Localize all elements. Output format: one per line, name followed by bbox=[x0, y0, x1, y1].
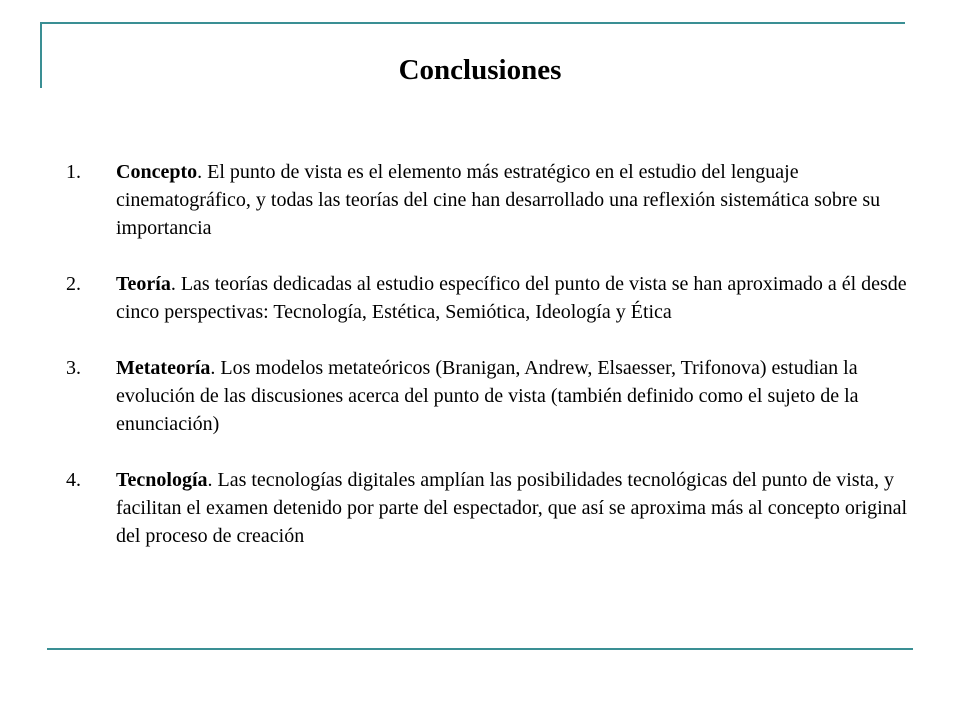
item-text: . Las teorías dedicadas al estudio específico del punto de vista se han aproximado a él desde cinco perspectivas: Tecnología, Estética, Semiótica, Ideología y Ética bbox=[116, 273, 907, 323]
slide-title: Conclusiones bbox=[398, 54, 562, 86]
item-term: Metateoría bbox=[116, 357, 211, 379]
item-term: Teoría bbox=[116, 273, 171, 295]
item-number: 4. bbox=[66, 469, 81, 491]
item-text: . Los modelos metateóricos (Branigan, Andrew, Elsaesser, Trifonova) estudian la evolución de las discusiones acerca del punto de vista (también definido como el sujeto de la enunciación) bbox=[116, 357, 859, 435]
item-number: 1. bbox=[66, 161, 81, 183]
item-number: 2. bbox=[66, 273, 81, 295]
list-item bbox=[66, 158, 916, 242]
item-number: 3. bbox=[66, 357, 81, 379]
item-term: Tecnología bbox=[116, 469, 208, 491]
item-text: . El punto de vista es el elemento más estratégico en el estudio del lenguaje cinematográfico, y todas las teorías del cine han desarrollado una reflexión sistemática sobre su importancia bbox=[116, 161, 881, 239]
item-text: . Las tecnologías digitales amplían las posibilidades tecnológicas del punto de vista, y facilitan el examen detenido por parte del espectador, que así se aproxima más al concepto original del proceso de creación bbox=[116, 469, 908, 547]
item-term: Concepto bbox=[116, 161, 198, 183]
list-item bbox=[66, 270, 916, 326]
bottom-rule bbox=[47, 648, 913, 650]
list-item bbox=[66, 466, 916, 550]
list-item bbox=[66, 354, 916, 438]
top-rule bbox=[40, 22, 905, 24]
conclusions-list bbox=[66, 158, 916, 578]
